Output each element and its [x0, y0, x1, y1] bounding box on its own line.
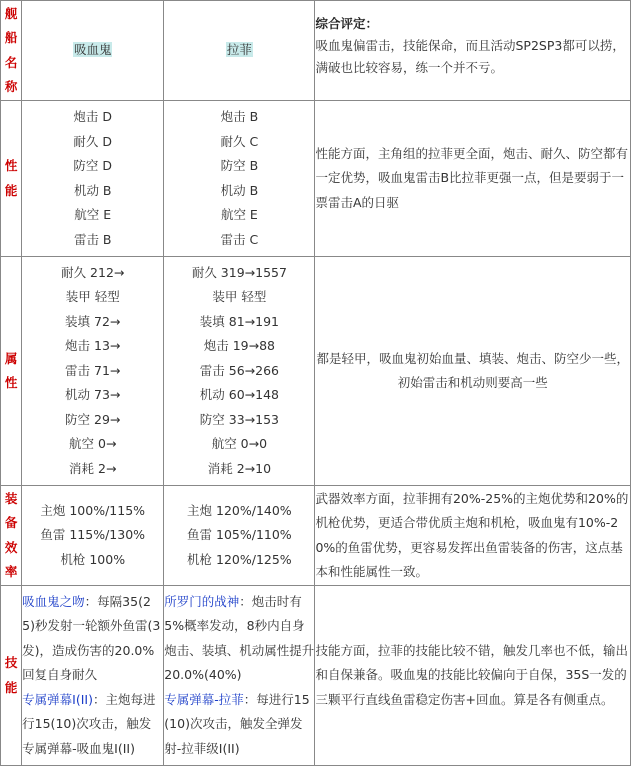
- label-ship-name: [1, 1, 22, 101]
- performance-a: [22, 101, 164, 257]
- attr-a-item: 消耗 2→: [69, 460, 117, 476]
- equip-a-item: 鱼雷 115%/130%: [40, 527, 146, 543]
- label-char: 率: [4, 564, 18, 579]
- attr-a-item: 炮击 13→: [65, 338, 121, 354]
- skill-b2-name: 专属弹幕-拉菲: [164, 691, 244, 707]
- skill-a2-name: 专属弹幕I(II): [22, 691, 93, 707]
- attributes-a: [22, 257, 164, 486]
- row-performance: [1, 101, 631, 257]
- skills-a: [22, 586, 164, 766]
- attr-b-item: 耐久 319→1557: [191, 264, 287, 280]
- row-skills: [1, 586, 631, 766]
- perf-b-item: 雷击 C: [220, 231, 259, 247]
- attr-a-item: 装填 72→: [65, 313, 121, 329]
- performance-b: [164, 101, 315, 257]
- overall-evaluation: [315, 1, 631, 101]
- ship-name-a: 吸血鬼: [73, 42, 112, 58]
- overall-title: 综合评定：: [315, 16, 378, 31]
- label-char: 性: [4, 375, 18, 390]
- label-performance: [1, 101, 22, 257]
- attr-a-item: 航空 0→: [69, 436, 117, 452]
- label-char: 属: [4, 350, 18, 366]
- skill-b1-name: 所罗门的战神: [164, 593, 240, 609]
- attr-a-item: 装甲 轻型: [65, 289, 120, 305]
- skill-a1-name: 吸血鬼之吻: [22, 593, 85, 609]
- equip-b-item: 鱼雷 105%/110%: [187, 527, 292, 543]
- perf-b-item: 机动 B: [220, 182, 259, 198]
- ship-name-b: 拉菲: [226, 42, 252, 58]
- perf-b-item: 炮击 B: [220, 109, 259, 124]
- perf-a-item: 雷击 B: [73, 231, 112, 247]
- equipment-b: [164, 486, 315, 586]
- perf-a-item: 炮击 D: [73, 109, 113, 124]
- label-attributes: [1, 257, 22, 486]
- perf-b-item: 航空 E: [220, 207, 258, 222]
- row-equipment: [1, 486, 631, 586]
- attr-b-item: 雷击 56→266: [199, 362, 279, 378]
- perf-a-item: 防空 D: [73, 158, 113, 173]
- ship-name-a-cell: [22, 1, 164, 101]
- perf-a-item: 机动 B: [73, 182, 112, 198]
- perf-a-item: 耐久 D: [73, 133, 113, 149]
- attr-a-item: 机动 73→: [65, 387, 121, 403]
- attr-b-item: 炮击 19→88: [203, 338, 275, 354]
- label-char: 船: [4, 30, 18, 45]
- label-char: 能: [4, 679, 18, 695]
- equip-b-item: 主炮 120%/140%: [187, 502, 292, 518]
- attr-a-item: 耐久 212→: [61, 264, 125, 280]
- attr-b-item: 航空 0→0: [211, 436, 268, 452]
- skill-a1-text: ：每隔35(25)秒发射一轮额外鱼雷(3发)，造成伤害的20.0%回复自身耐久: [22, 593, 161, 683]
- attr-b-item: 装甲 轻型: [212, 289, 267, 305]
- label-char: 效: [4, 539, 18, 555]
- perf-a-item: 航空 E: [74, 207, 112, 222]
- label-char: 备: [4, 515, 18, 530]
- label-char: 性: [4, 158, 18, 173]
- label-char: 能: [4, 182, 18, 198]
- attr-a-item: 防空 29→: [65, 411, 121, 427]
- label-skills: [1, 586, 22, 766]
- row-attributes: [1, 257, 631, 486]
- equip-b-item: 机枪 120%/125%: [187, 551, 292, 567]
- equipment-comment: 武器效率方面，拉菲拥有20%-25%的主炮优势和20%的机枪优势，更适合带优质主炮和机枪，吸血鬼有10%-20%的鱼雷优势，更容易发挥出鱼雷装备的伤害，这点基本和性能属性一致。: [315, 486, 631, 586]
- label-char: 装: [4, 490, 18, 506]
- attributes-comment: 都是轻甲，吸血鬼初始血量、填装、炮击、防空少一些，初始雷击和机动则要高一些: [315, 257, 631, 486]
- attributes-b: [164, 257, 315, 486]
- row-ship-name: [1, 1, 631, 101]
- label-char: 名: [4, 54, 18, 70]
- perf-b-item: 防空 B: [220, 158, 259, 173]
- attr-b-item: 防空 33→153: [199, 411, 279, 427]
- label-char: 舰: [4, 5, 18, 21]
- equip-a-item: 主炮 100%/115%: [40, 502, 146, 518]
- perf-b-item: 耐久 C: [220, 133, 259, 149]
- label-equipment: [1, 486, 22, 586]
- skill-a2-text: ：主炮每进行15(10)次攻击，触发专属弹幕-吸血鬼I(II): [22, 691, 156, 756]
- attr-b-item: 机动 60→148: [199, 387, 279, 403]
- attr-b-item: 装填 81→191: [199, 313, 279, 329]
- performance-comment: 性能方面，主角组的拉菲更全面，炮击、耐久、防空都有一定优势，吸血鬼雷击B比拉菲更强一点，但是要弱于一票雷击A的日驱: [315, 101, 631, 257]
- overall-text: 吸血鬼偏雷击，技能保命，而且活动SP2SP3都可以捞，满破也比较容易，练一个并不亏。: [315, 38, 625, 75]
- attr-a-item: 雷击 71→: [65, 362, 121, 378]
- equipment-a: [22, 486, 164, 586]
- skills-b: [164, 586, 315, 766]
- ship-name-b-cell: [164, 1, 315, 101]
- label-char: 称: [4, 79, 18, 94]
- skills-comment: 技能方面，拉菲的技能比较不错，触发几率也不低，输出和自保兼备。吸血鬼的技能比较偏向于自保，35S一发的三颗平行直线鱼雷稳定伤害+回血。算是各有侧重点。: [315, 586, 631, 766]
- skill-b2-text: ：每进行15(10)次攻击，触发全弹发射-拉菲级I(II): [164, 691, 310, 756]
- skill-b1-text: ：炮击时有5%概率发动，8秒内自身炮击、装填、机动属性提升20.0%(40%): [164, 593, 315, 683]
- equip-a-item: 机枪 100%: [60, 551, 126, 567]
- attr-b-item: 消耗 2→10: [207, 460, 272, 476]
- label-char: 技: [4, 655, 18, 670]
